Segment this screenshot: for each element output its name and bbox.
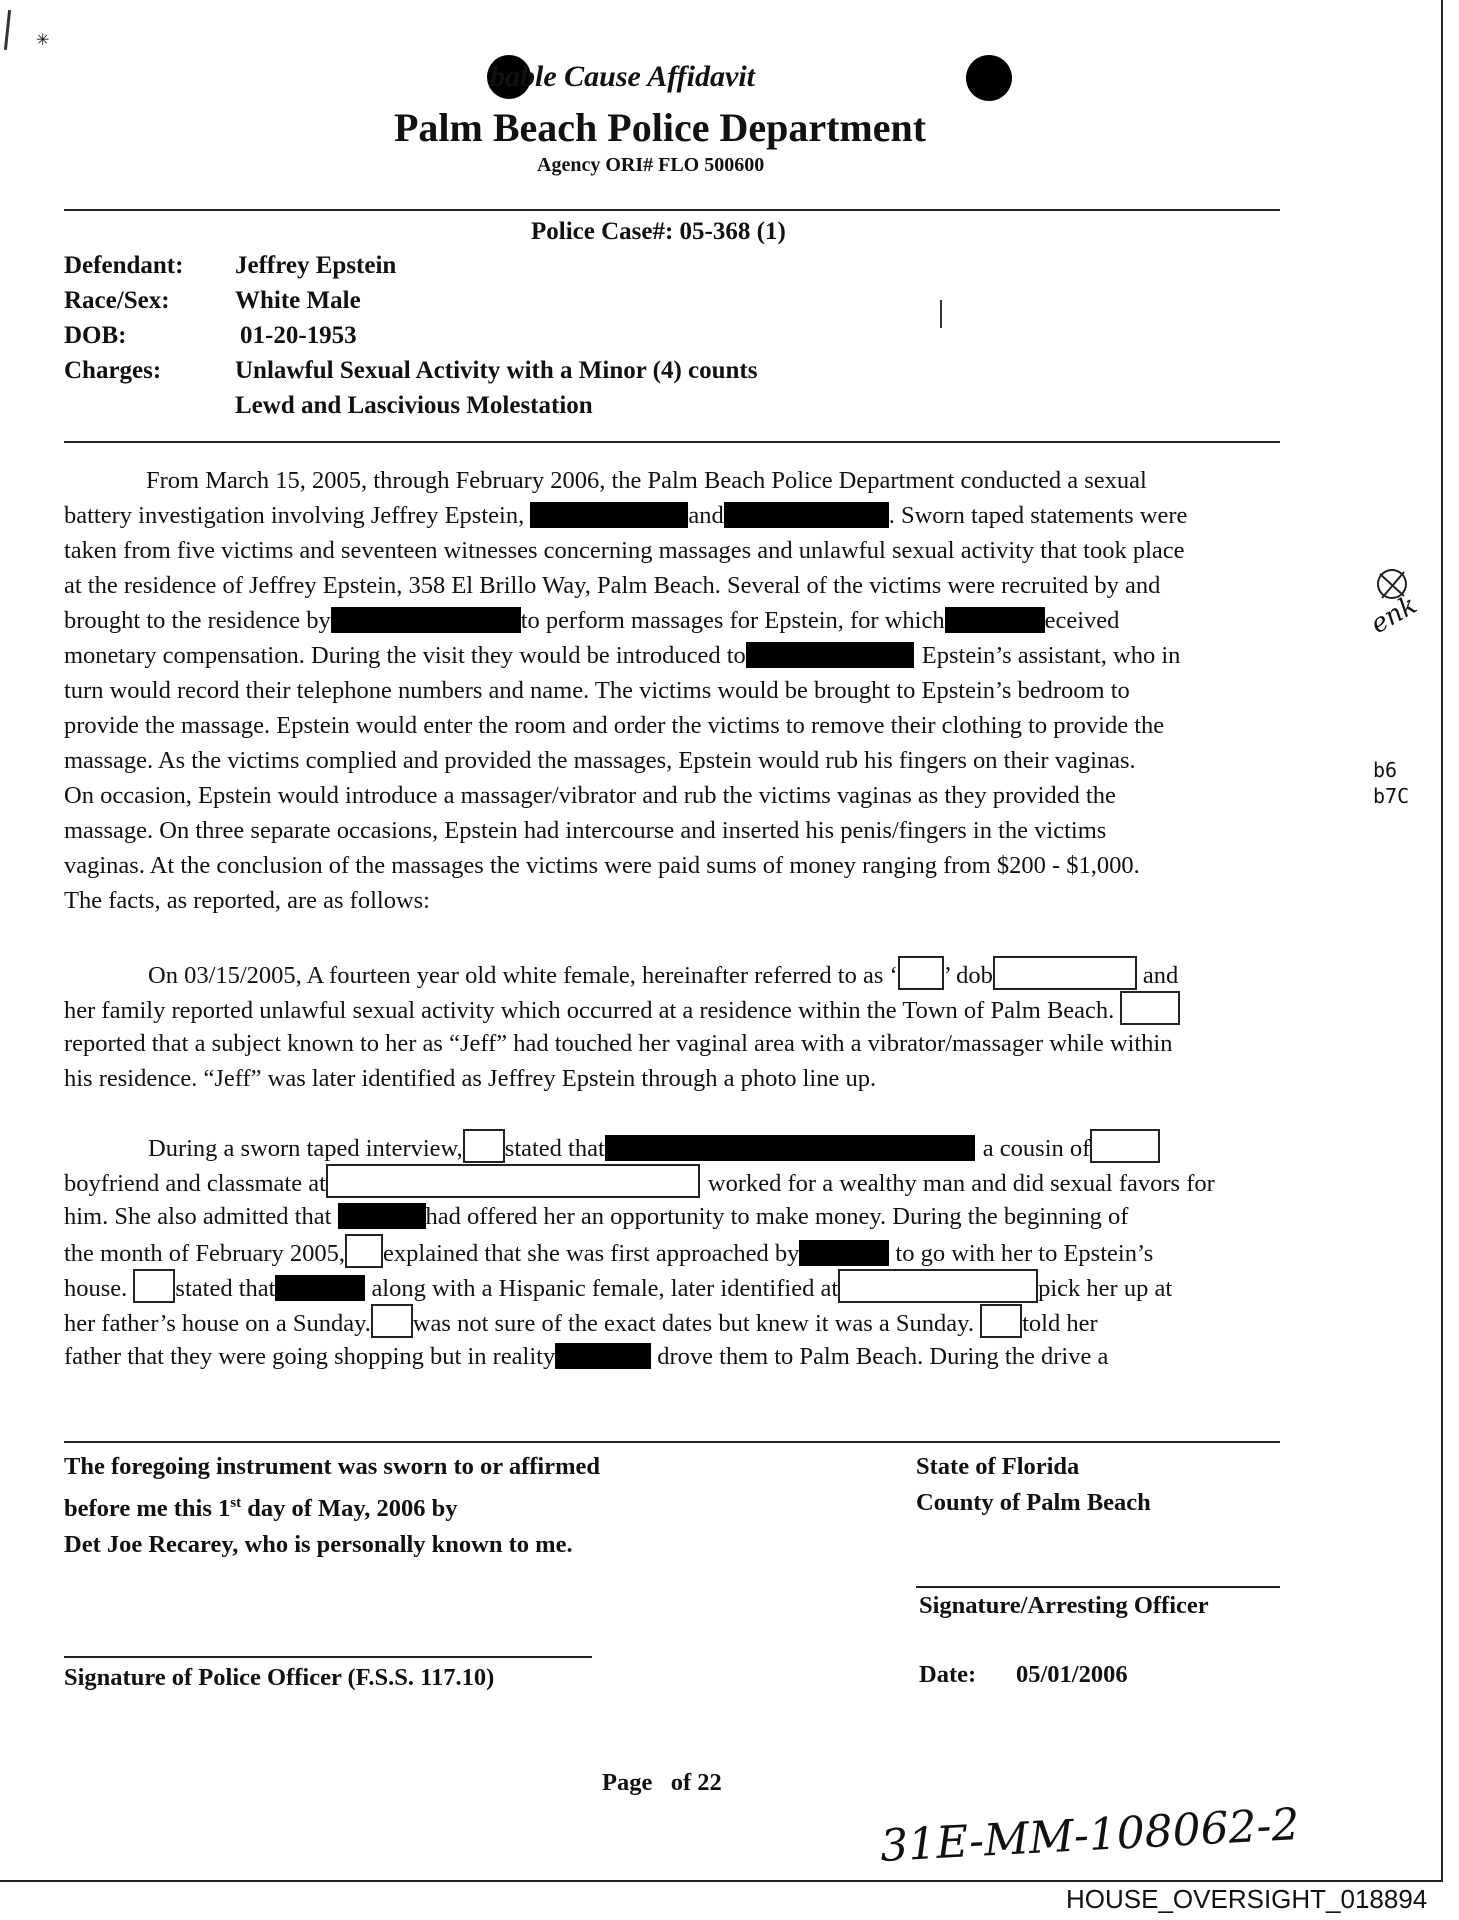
exemption-code-b6: b6 <box>1373 758 1398 782</box>
text-fragment: her family reported unlawful sexual activity which occurred at a residence within the Town of Palm Beach. <box>64 997 1115 1024</box>
text-fragment: Epstein’s assistant, who in <box>921 642 1181 669</box>
text-fragment: On 03/15/2005, A fourteen year old white female, hereinafter referred to as ‘ <box>148 962 898 989</box>
sworn-line-1: The foregoing instrument was sworn to or affirmed <box>64 1453 601 1480</box>
text-fragment: monetary compensation. During the visit they would be introduced to <box>64 642 746 669</box>
text-fragment: and <box>688 502 724 529</box>
race-sex-label: Race/Sex: <box>64 287 170 314</box>
text-fragment: stated that <box>175 1275 276 1302</box>
page-number: Page of 22 <box>602 1769 722 1796</box>
text-fragment: was not sure of the exact dates but knew it was a Sunday. <box>412 1310 974 1337</box>
police-case-number: Police Case#: 05-368 (1) <box>531 218 786 245</box>
text-fragment: to go with her to Epstein’s <box>895 1240 1154 1267</box>
text-fragment: house. <box>64 1275 128 1302</box>
text-fragment: her father’s house on a Sunday. <box>64 1310 371 1337</box>
date-value: 05/01/2006 <box>1016 1661 1128 1688</box>
charges-value-1: Unlawful Sexual Activity with a Minor (4) counts <box>235 357 758 384</box>
text-fragment: . Sworn taped statements were <box>888 502 1188 529</box>
text-fragment: eceived <box>1044 607 1120 634</box>
county-label: County of Palm Beach <box>916 1489 1151 1516</box>
text-line: From March 15, 2005, through February 2006, the Palm Beach Police Department conducted a sexual <box>146 467 1147 494</box>
police-signature-label: Signature of Police Officer (F.S.S. 117.10) <box>64 1664 495 1691</box>
text-line: at the residence of Jeffrey Epstein, 358 El Brillo Way, Palm Beach. Several of the victims were recruited by and <box>64 572 1161 599</box>
text-fragment: explained that she was first approached by <box>383 1240 800 1267</box>
text-fragment: ’ dob <box>943 962 993 989</box>
text-fragment: along with a Hispanic female, later identified at <box>371 1275 839 1302</box>
scan-mark: ✳ <box>36 32 50 49</box>
text-fragment: and <box>1142 962 1179 989</box>
arresting-officer-label: Signature/Arresting Officer <box>919 1592 1209 1619</box>
charges-label: Charges: <box>64 357 162 384</box>
defendant-value: Jeffrey Epstein <box>235 252 397 279</box>
bates-stamp: HOUSE_OVERSIGHT_018894 <box>1066 1884 1428 1914</box>
charges-value-2: Lewd and Lascivious Molestation <box>235 392 593 419</box>
dob-label: DOB: <box>64 322 127 349</box>
text-fragment: brought to the residence by <box>64 607 331 634</box>
text-fragment: boyfriend and classmate at <box>64 1170 326 1197</box>
text-line: massage. As the victims complied and provided the massages, Epstein would rub his fingers on their vaginas. <box>64 747 1136 774</box>
text-line: his residence. “Jeff” was later identified as Jeffrey Epstein through a photo line up. <box>64 1065 877 1092</box>
text-line: vaginas. At the conclusion of the massages the victims were paid sums of money ranging from $200 - $1,000. <box>64 852 1140 879</box>
dob-value: 01-20-1953 <box>240 322 357 349</box>
text-fragment: battery investigation involving Jeffrey Epstein, <box>64 502 531 529</box>
state-label: State of Florida <box>916 1453 1080 1480</box>
text-fragment: to perform massages for Epstein, for which <box>520 607 945 634</box>
ordinal-suffix: st <box>230 1495 242 1511</box>
text-fragment: pick her up at <box>1038 1275 1173 1302</box>
text-fragment: day of May, 2006 by <box>241 1495 458 1523</box>
exemption-code-b7c: b7C <box>1373 784 1410 808</box>
text-line: provide the massage. Epstein would enter the room and order the victims to remove their clothing to provide the <box>64 712 1165 739</box>
text-line: taken from five victims and seventeen witnesses concerning massages and unlawful sexual activity that took place <box>64 537 1185 564</box>
date-label: Date: <box>919 1661 977 1688</box>
text-fragment: father that they were going shopping but in reality <box>64 1343 556 1370</box>
text-line: reported that a subject known to her as “Jeff” had touched her vaginal area with a vibrator/massager while within <box>64 1030 1173 1057</box>
text-fragment: had offered her an opportunity to make money. During the beginning of <box>425 1203 1129 1230</box>
scan-mark <box>940 300 942 328</box>
text-fragment: stated that <box>504 1135 605 1162</box>
handwritten-file-number: 31E-MM-108062-2 <box>878 1799 1301 1872</box>
sworn-line-3: Det Joe Recarey, who is personally known to me. <box>64 1531 573 1559</box>
text-fragment: the month of February 2005, <box>64 1240 346 1267</box>
text-fragment: drove them to Palm Beach. During the drive a <box>657 1343 1109 1370</box>
text-fragment: a cousin of <box>982 1135 1091 1162</box>
text-fragment: before me this 1 <box>64 1495 231 1523</box>
text-fragment: him. She also admitted that <box>64 1203 332 1230</box>
race-sex-value: White Male <box>235 287 361 314</box>
text-fragment: told her <box>1022 1310 1098 1337</box>
text-line: massage. On three separate occasions, Epstein had intercourse and inserted his penis/fingers in the victims <box>64 817 1107 844</box>
text-fragment: worked for a wealthy man and did sexual favors for <box>707 1170 1215 1197</box>
defendant-label: Defendant: <box>64 252 184 279</box>
text-line: On occasion, Epstein would introduce a massager/vibrator and rub the victims vaginas as they provided the <box>64 782 1116 809</box>
document-title: bable Cause Affidavit <box>490 60 755 93</box>
text-line: The facts, as reported, are as follows: <box>64 887 430 914</box>
agency-ori: Agency ORI# FLO 500600 <box>537 154 765 176</box>
department-name: Palm Beach Police Department <box>394 105 927 150</box>
initials-text: enk <box>1365 590 1423 640</box>
text-fragment: During a sworn taped interview, <box>148 1135 463 1162</box>
text-line: turn would record their telephone numbers and name. The victims would be brought to Epstein’s bedroom to <box>64 677 1130 704</box>
